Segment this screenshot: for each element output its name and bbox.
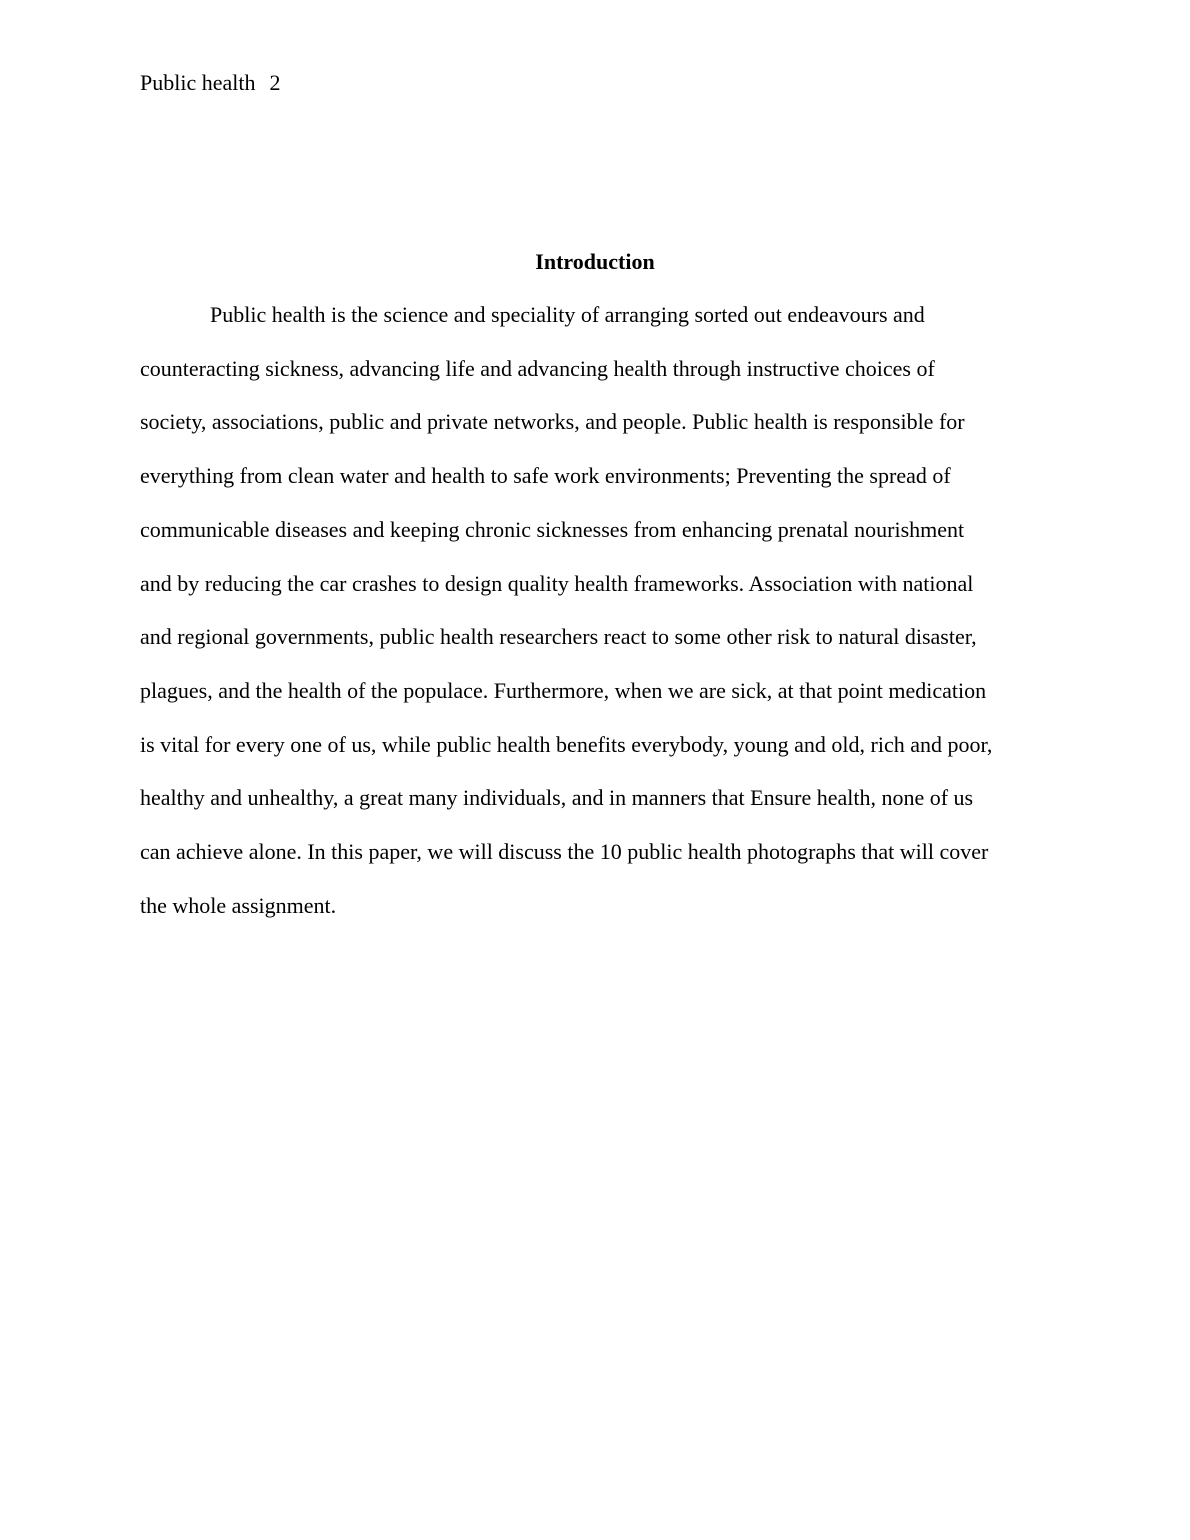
paragraph-line: the whole assignment. <box>140 892 337 918</box>
running-head-title: Public health <box>140 70 256 95</box>
paragraph-line: counteracting sickness, advancing life and advancing health through instructive choices of <box>140 355 935 381</box>
paragraph-line: is vital for every one of us, while public health benefits everybody, young and old, rich and poor, <box>140 731 993 757</box>
paragraph-line: Public health is the science and speciality of arranging sorted out endeavours and <box>210 302 925 327</box>
running-head <box>140 68 280 98</box>
paragraph-line: can achieve alone. In this paper, we will discuss the 10 public health photographs that will cover <box>140 839 989 865</box>
paragraph-line: and by reducing the car crashes to design quality health frameworks. Association with national <box>140 570 974 596</box>
paragraph-line: and regional governments, public health researchers react to some other risk to natural disaster, <box>140 624 977 650</box>
paragraph-line: everything from clean water and health to safe work environments; Preventing the spread of <box>140 463 951 489</box>
paragraph-line: plagues, and the health of the populace. Furthermore, when we are sick, at that point medication <box>140 677 987 703</box>
paragraph-line: society, associations, public and private networks, and people. Public health is responsible for <box>140 409 965 435</box>
intro-paragraph <box>140 288 1050 932</box>
section-title: Introduction <box>535 249 655 274</box>
paragraph-line: communicable diseases and keeping chronic sicknesses from enhancing prenatal nourishment <box>140 516 965 542</box>
paragraph-line: healthy and unhealthy, a great many individuals, and in manners that Ensure health, none of us <box>140 785 974 811</box>
page-number: 2 <box>269 70 281 95</box>
